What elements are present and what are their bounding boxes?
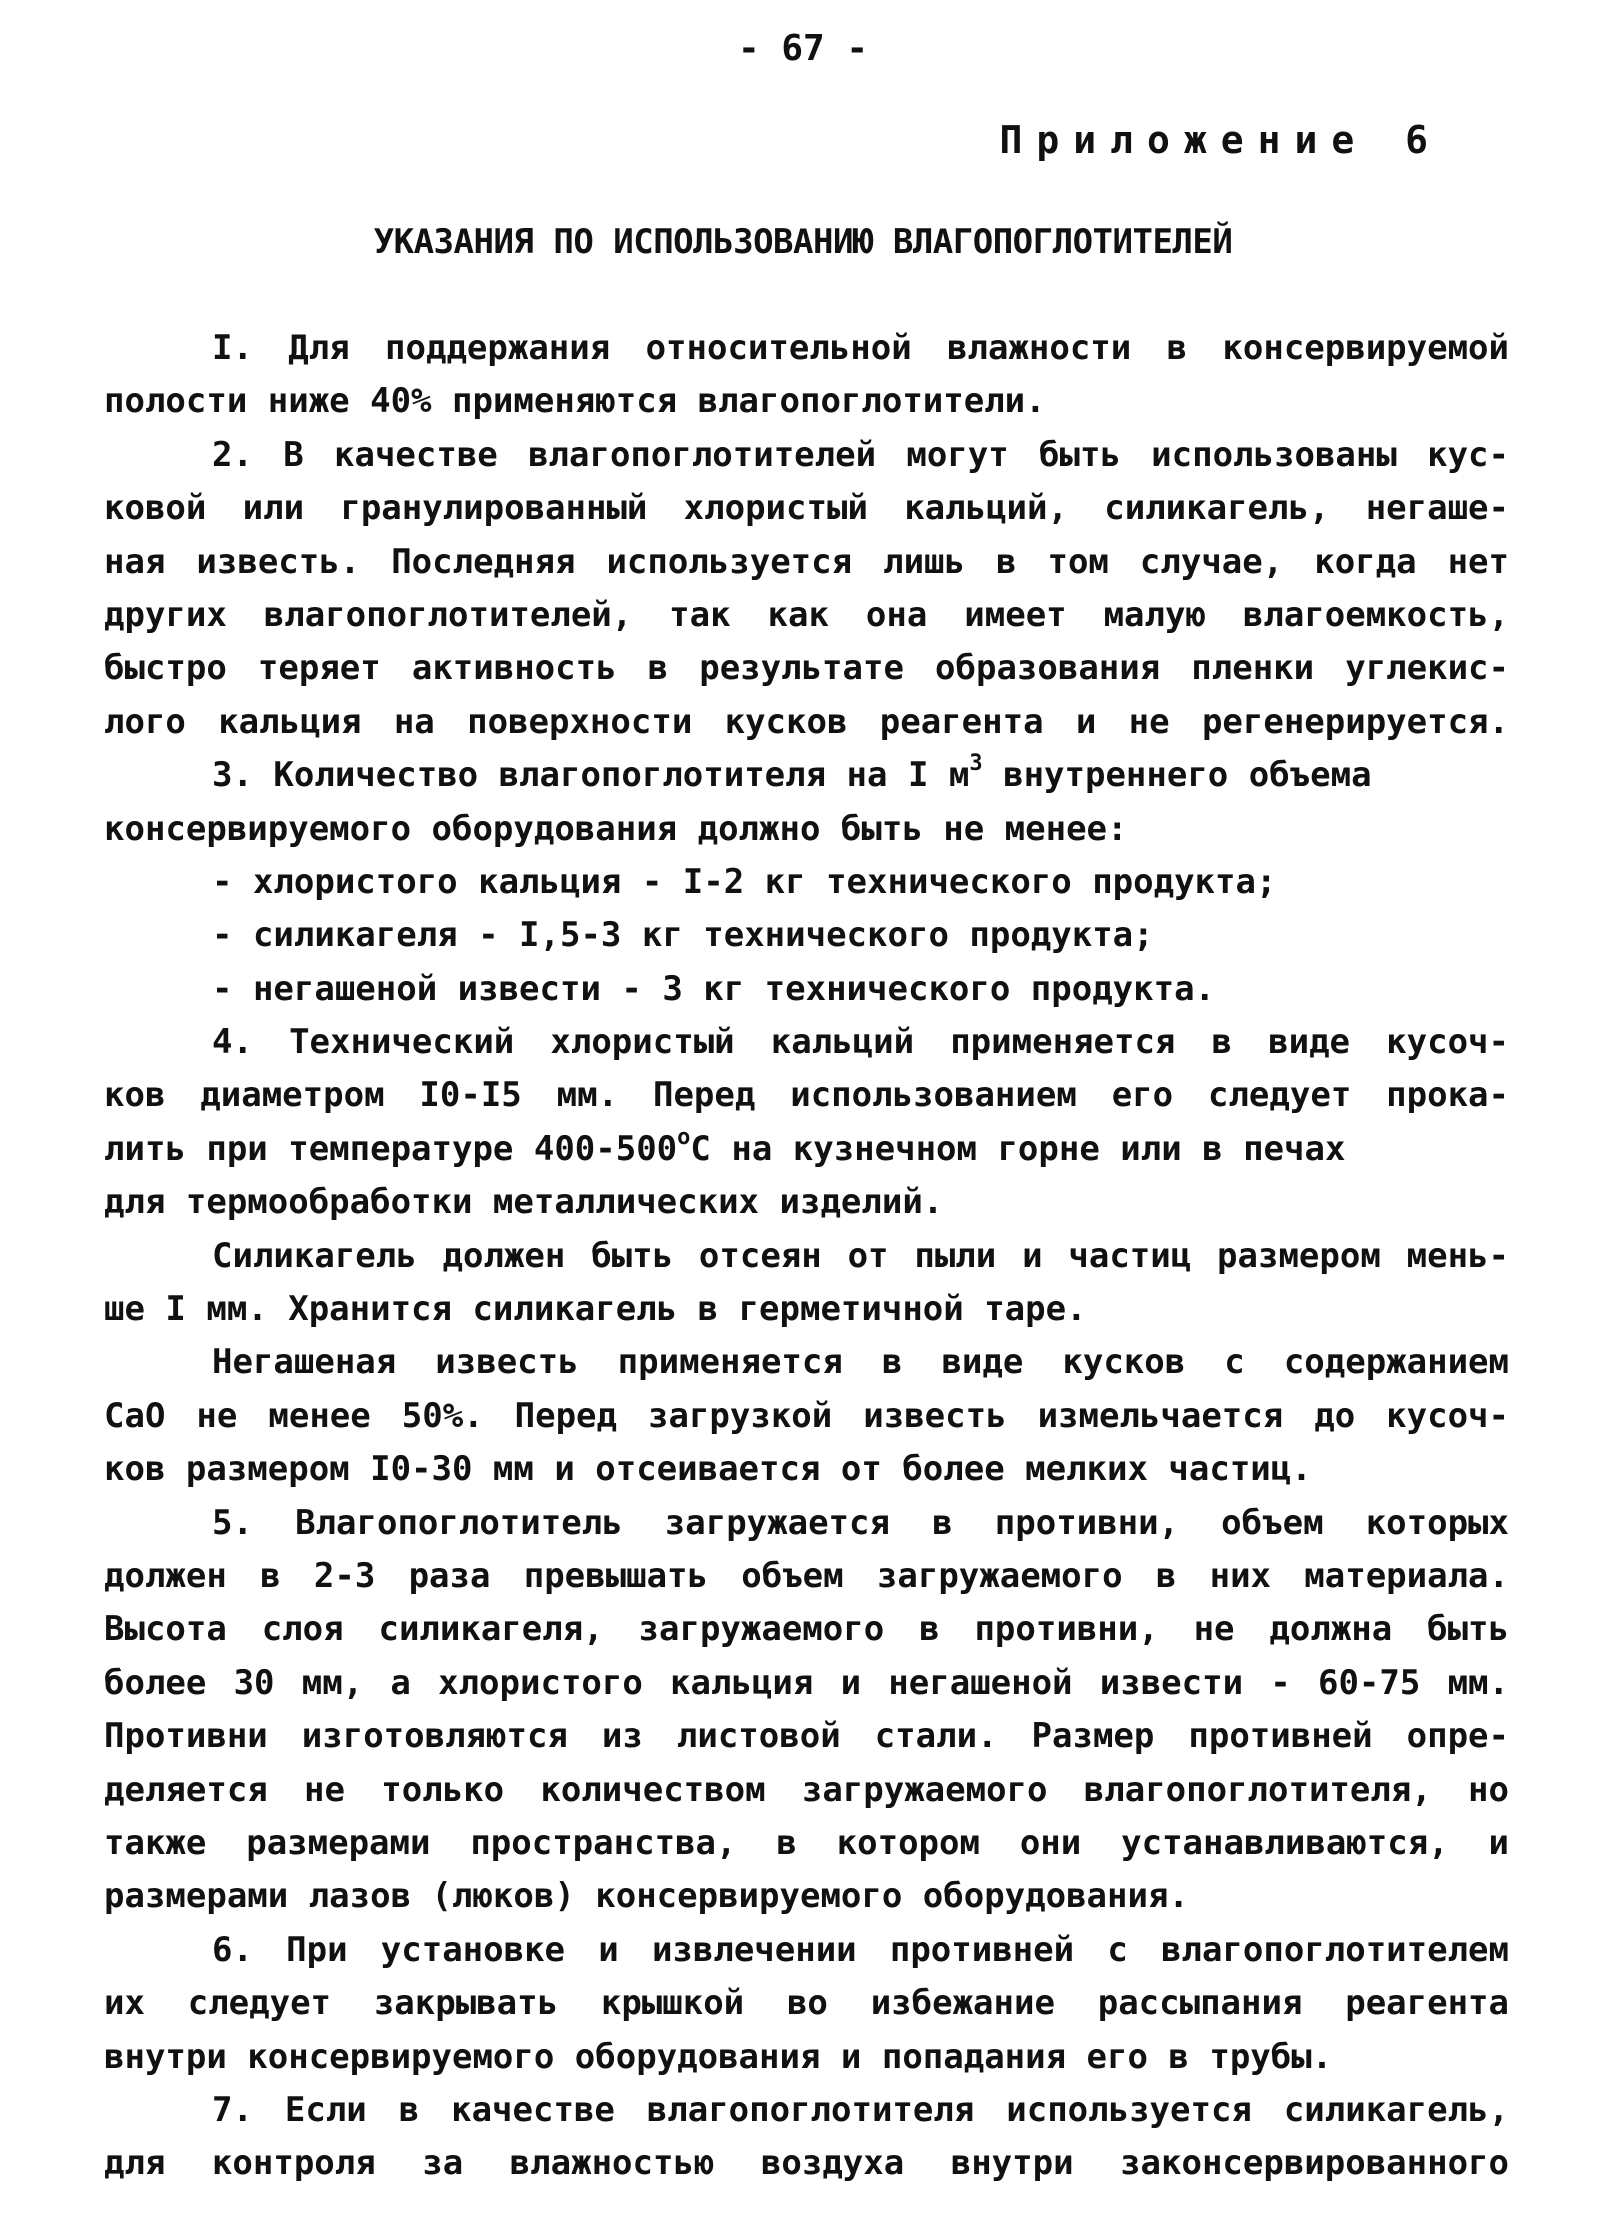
paragraph-line: для контроля за влажностью воздуха внутри законсервированного [104,2143,1509,2184]
paragraph-line: Негашеная известь применяется в виде кусков с содержанием [212,1342,1509,1383]
superscript: 3 [969,751,983,777]
paragraph-line: 5. Влагопоглотитель загружается в противни, объем которых [212,1502,1509,1543]
paragraph-line: для термообработки металлических изделий. [104,1182,944,1223]
paragraph-line: их следует закрывать крышкой во избежание рассыпания реагента [104,1983,1509,2024]
paragraph-line: 6. При установке и извлечении противней с влагопоглотителем [212,1929,1509,1970]
line-text: 3. Количество влагопоглотителя на I м [212,755,970,796]
paragraph-line: быстро теряет активность в результате образования пленки углекис- [104,648,1509,689]
paragraph-line: размерами лазов (люков) консервируемого оборудования. [104,1876,1189,1917]
paragraph-line: также размерами пространства, в котором они устанавливаются, и [104,1822,1509,1863]
paragraph-line: ков размером I0-30 мм и отсеивается от более мелких частиц. [104,1449,1312,1490]
paragraph-line: ная известь. Последняя используется лишь в том случае, когда нет [104,541,1509,582]
paragraph-line: полости ниже 40% применяются влагопоглотители. [104,381,1046,422]
paragraph-line: I. Для поддержания относительной влажности в консервируемой [212,328,1509,368]
document-title: УКАЗАНИЯ ПО ИСПОЛЬЗОВАНИЮ ВЛАГОПОГЛОТИТЕЛЕЙ [373,222,1233,262]
paragraph-line: более 30 мм, а хлористого кальция и негашеной извести - 60-75 мм. [104,1662,1509,1703]
paragraph-line: 7. Если в качестве влагопоглотителя используется силикагель, [212,2089,1509,2130]
paragraph-line: СаО не менее 50%. Перед загрузкой известь измельчается до кусоч- [104,1395,1509,1436]
body-text [104,322,1509,2191]
list-item: - силикагеля - I,5-3 кг технического продукта; [212,915,1154,956]
list-item: - хлористого кальция - I-2 кг технического продукта; [212,861,1277,902]
paragraph-line: деляется не только количеством загружаемого влагопоглотителя, но [104,1769,1509,1810]
paragraph-line: лого кальция на поверхности кусков реагента и не регенерируется. [104,701,1509,742]
paragraph-line: ковой или гранулированный хлористый кальций, силикагель, негаше- [104,488,1509,529]
paragraph-line: других влагопоглотителей, так как она имеет малую влагоемкость, [104,594,1509,635]
paragraph-line-with-superscript [104,1123,1509,1176]
paragraph-line: внутри консервируемого оборудования и попадания его в трубы. [104,2036,1333,2077]
paragraph-line: 4. Технический хлористый кальций применяется в виде кусоч- [212,1022,1509,1063]
appendix-heading: Приложение 6 [999,118,1442,162]
paragraph-line: Высота слоя силикагеля, загружаемого в противни, не должна быть [104,1609,1509,1650]
paragraph-line: 2. В качестве влагопоглотителей могут быть использованы кус- [212,434,1509,475]
page-number: - 67 - [737,28,869,69]
line-text: внутреннего объема [982,755,1372,796]
paragraph-line-with-superscript [104,749,1509,802]
line-text: лить при температуре 400-500 [104,1128,678,1169]
paragraph-line: ше I мм. Хранится силикагель в герметичной таре. [104,1289,1087,1330]
paragraph-line: ков диаметром I0-I5 мм. Перед использованием его следует прока- [104,1075,1509,1116]
list-item: - негашеной извести - 3 кг технического продукта. [212,968,1216,1009]
paragraph-line: должен в 2-3 раза превышать объем загружаемого в них материала. [104,1555,1509,1596]
paragraph-line: Силикагель должен быть отсеян от пыли и частиц размером мень- [212,1235,1509,1276]
line-text: С на кузнечном горне или в печах [690,1128,1346,1169]
superscript: o [677,1124,691,1150]
paragraph-line: консервируемого оборудования должно быть не менее: [104,808,1128,849]
paragraph-line: Противни изготовляются из листовой стали. Размер противней опре- [104,1716,1509,1757]
